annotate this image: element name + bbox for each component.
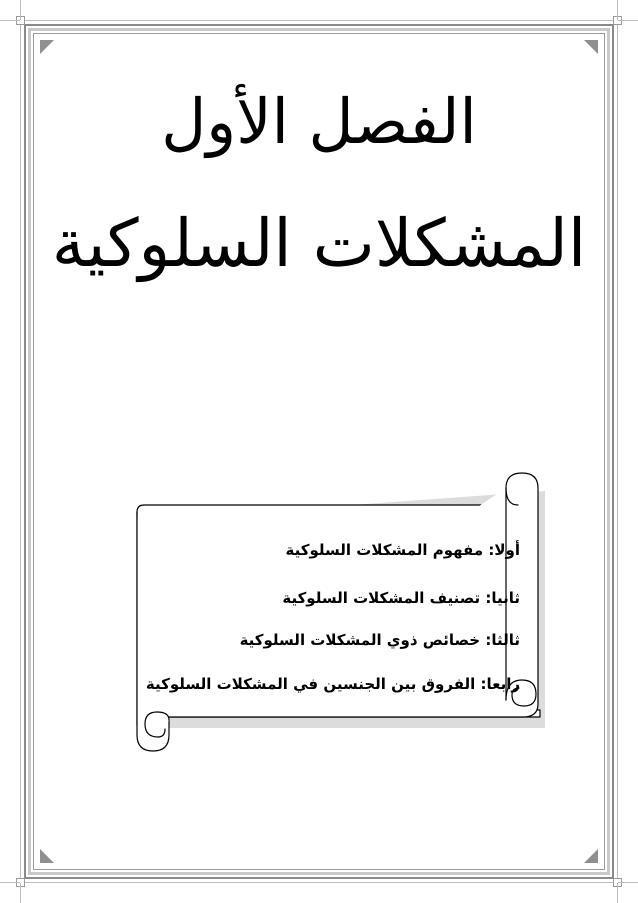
toc-item-4: رابعا: الفروق بين الجنسين في المشكلات السلوكية [145,675,520,693]
toc-item-2: ثانيا: تصنيف المشكلات السلوكية [282,589,520,607]
toc-item-1: أولا: مفهوم المشكلات السلوكية [285,541,520,559]
chapter-title: الفصل الأول [161,85,477,158]
toc-item-3: ثالثا: خصائص ذوي المشكلات السلوكية [239,631,520,649]
chapter-subtitle: المشكلات السلوكية [51,205,587,282]
